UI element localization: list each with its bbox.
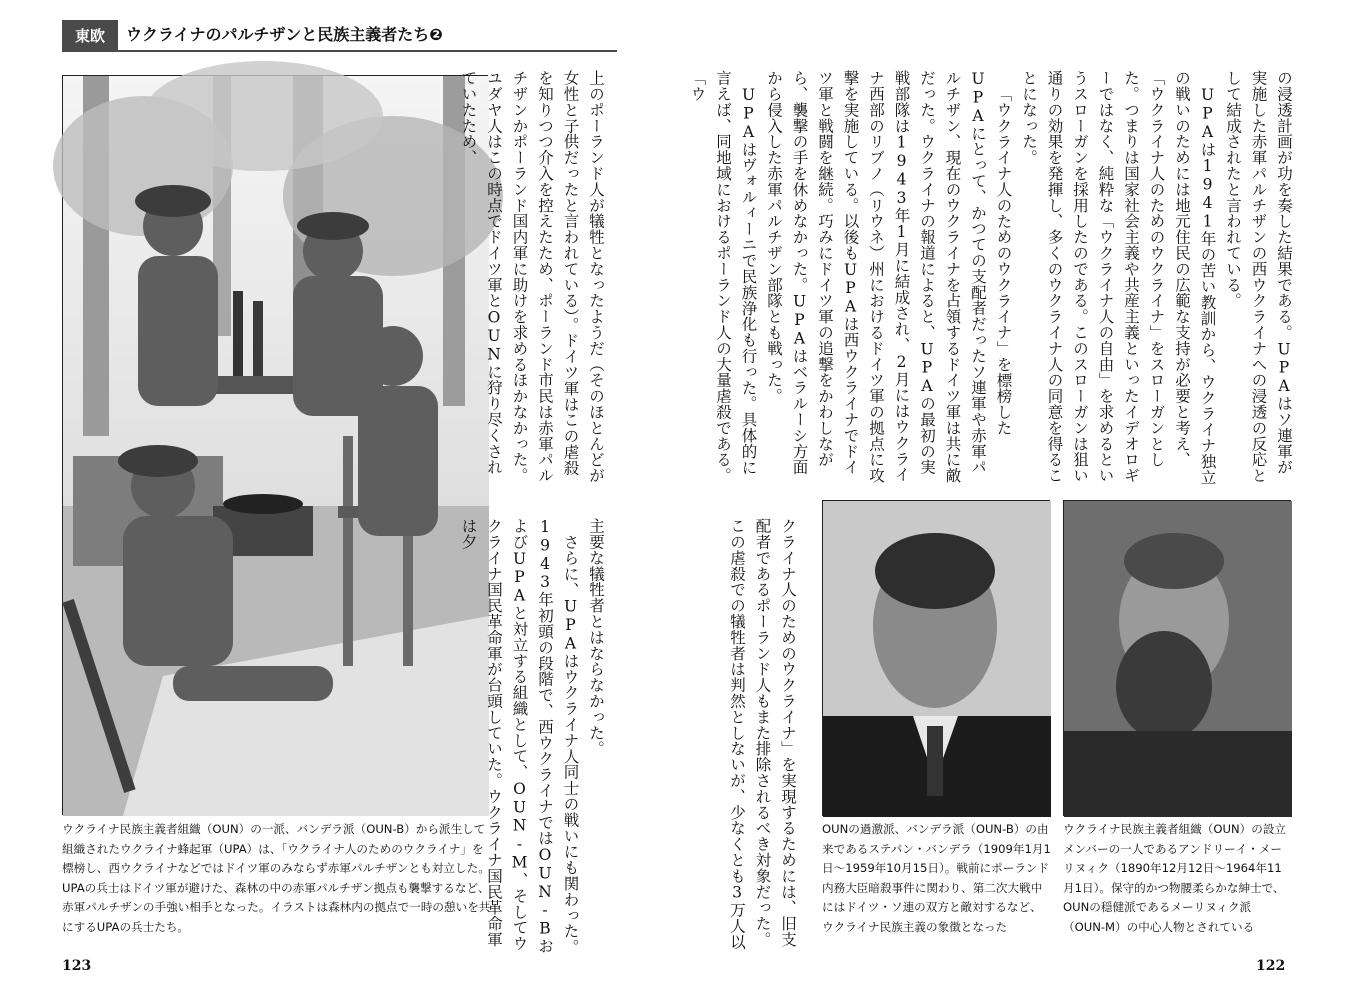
page-number-left: 123 — [62, 958, 92, 974]
chapter-tag: 東欧 — [62, 20, 118, 50]
paragraph: UPAは1941年の苦い教訓から、ウクライナ独立の戦いのためには地元住民の広範な支持が必要と考え、「ウクライナ人のためのウクライナ」をスローガンとした。つまりは国家社会主義や共産主義といったイデオロギーではなく、純粋な「ウクライナ人の自由」を求めるというスローガンを採用したのである。このスローガンは狙い通りの効果を発揮し、多くのウクライナ人の同意を得ることになった。 — [1020, 70, 1217, 485]
caption-text: OUNの過激派、バンデラ派（OUN‐B）の由来であるステパン・バンデラ（1909年1月1日〜1959年10月15日）。戦前にポーランド内務大臣暗殺事件に関わり、第二次大戦中にはドイツ・ソ連の双方と敵対するなど、ウクライナ民族主義の象徴となった — [822, 822, 1051, 934]
right-text-lower — [708, 518, 800, 958]
paragraph: さらに、UPAはウクライナ人同士の戦いにも関わった。1943年初頭の段階で、西ウクライナではOUN‐BおよびUPAと対立する組織として、OUN‐M、そしてウクライナ国民革命軍が台頭していた。ウクライナ国民革命軍は夕 — [459, 518, 580, 955]
photo-caption-melnyk — [1063, 820, 1293, 940]
illustration-upa-soldiers — [62, 75, 488, 815]
paragraph: 上のポーランド人が犠牲となったようだ（そのほとんどが女性と子供だったと言われている）。ドイツ軍はこの虐殺を知りつつ介入を控えたため、ポーランド市民は赤軍パルチザンかポーランド国内軍に助けを求めるほかなかった。ユダヤ人はこの時点でドイツ軍とOUNに狩り尽くされていたため、 — [459, 70, 605, 484]
right-text-upper — [688, 70, 1296, 490]
paragraph: 主要な犠牲者とはならなかった。 — [587, 518, 605, 757]
paragraph: の浸透計画が功を奏した結果である。UPAはソ連軍が実施した赤軍パルチザンの西ウクライナへの浸透の反応として結成されたと言われている。 — [1224, 70, 1293, 484]
chapter-title: ウクライナのパルチザンと民族主義者たち❷ — [126, 25, 443, 44]
header-rule — [62, 50, 617, 52]
caption-text: ウクライナ民族主義者組織（OUN）の設立メンバーの一人であるアンドリーイ・メーリヌィク（1890年12月12日〜1964年11月1日）。保守的かつ物腰柔らかな紳士で、OUNの穏健派であるメーリヌィク派（OUN‐M）の中心人物とされている — [1063, 822, 1287, 934]
left-text-lower — [459, 518, 608, 958]
photo-bandera — [822, 500, 1050, 816]
paragraph: 「ウクライナ人のためのウクライナ」を標榜したUPAにとって、かつての支配者だったソ連軍や赤軍パルチザン、現在のウクライナを占領するドイツ軍は共に敵だった。ウクライナの報道によると、UPAの最初の実戦部隊は1943年1月に結成され、2月にはウクライナ西部のリブノ（リウネ）州におけるドイツ軍の拠点に攻撃を実施している。以後もUPAは西ウクライナでドイツ軍と戦闘を継続。巧みにドイツ軍の追撃をかわしながら、襲撃の手を休めなかった。UPAはベラルーシ方面から侵入した赤軍パルチザン部隊とも戦った。 — [765, 70, 1013, 484]
paragraph: UPAはヴォルィーニで民族浄化も行った。具体的に言えば、同地域におけるポーランド人の大量虐殺である。「ウ — [688, 70, 758, 484]
page-number-right: 122 — [1256, 958, 1286, 974]
left-text-upper — [459, 70, 608, 490]
photo-melnyk — [1063, 500, 1291, 816]
photo-caption-bandera — [822, 820, 1052, 940]
caption-text: ウクライナ民族主義者組織（OUN）の一派、バンデラ派（OUN‐B）から派生して組織されたウクライナ蜂起軍（UPA）は、「ウクライナ人のためのウクライナ」を標榜し、西ウクライナなどではドイツ軍のみならず赤軍パルチザンとも対立した。UPAの兵士はドイツ軍が避けた、森林の中の赤軍パルチザン拠点も襲撃するなど、赤軍パルチザンの手強い相手となった。イラストは森林内の拠点で一時の憩いを共にするUPAの兵士たち。 — [62, 822, 491, 934]
illustration-caption — [62, 820, 492, 940]
paragraph: クライナ人のためのウクライナ」を実現するためには、旧支配者であるポーランド人もまた排除されるべき対象だった。この虐殺での犠牲者は判然としないが、少なくとも3万人以 — [728, 518, 797, 950]
